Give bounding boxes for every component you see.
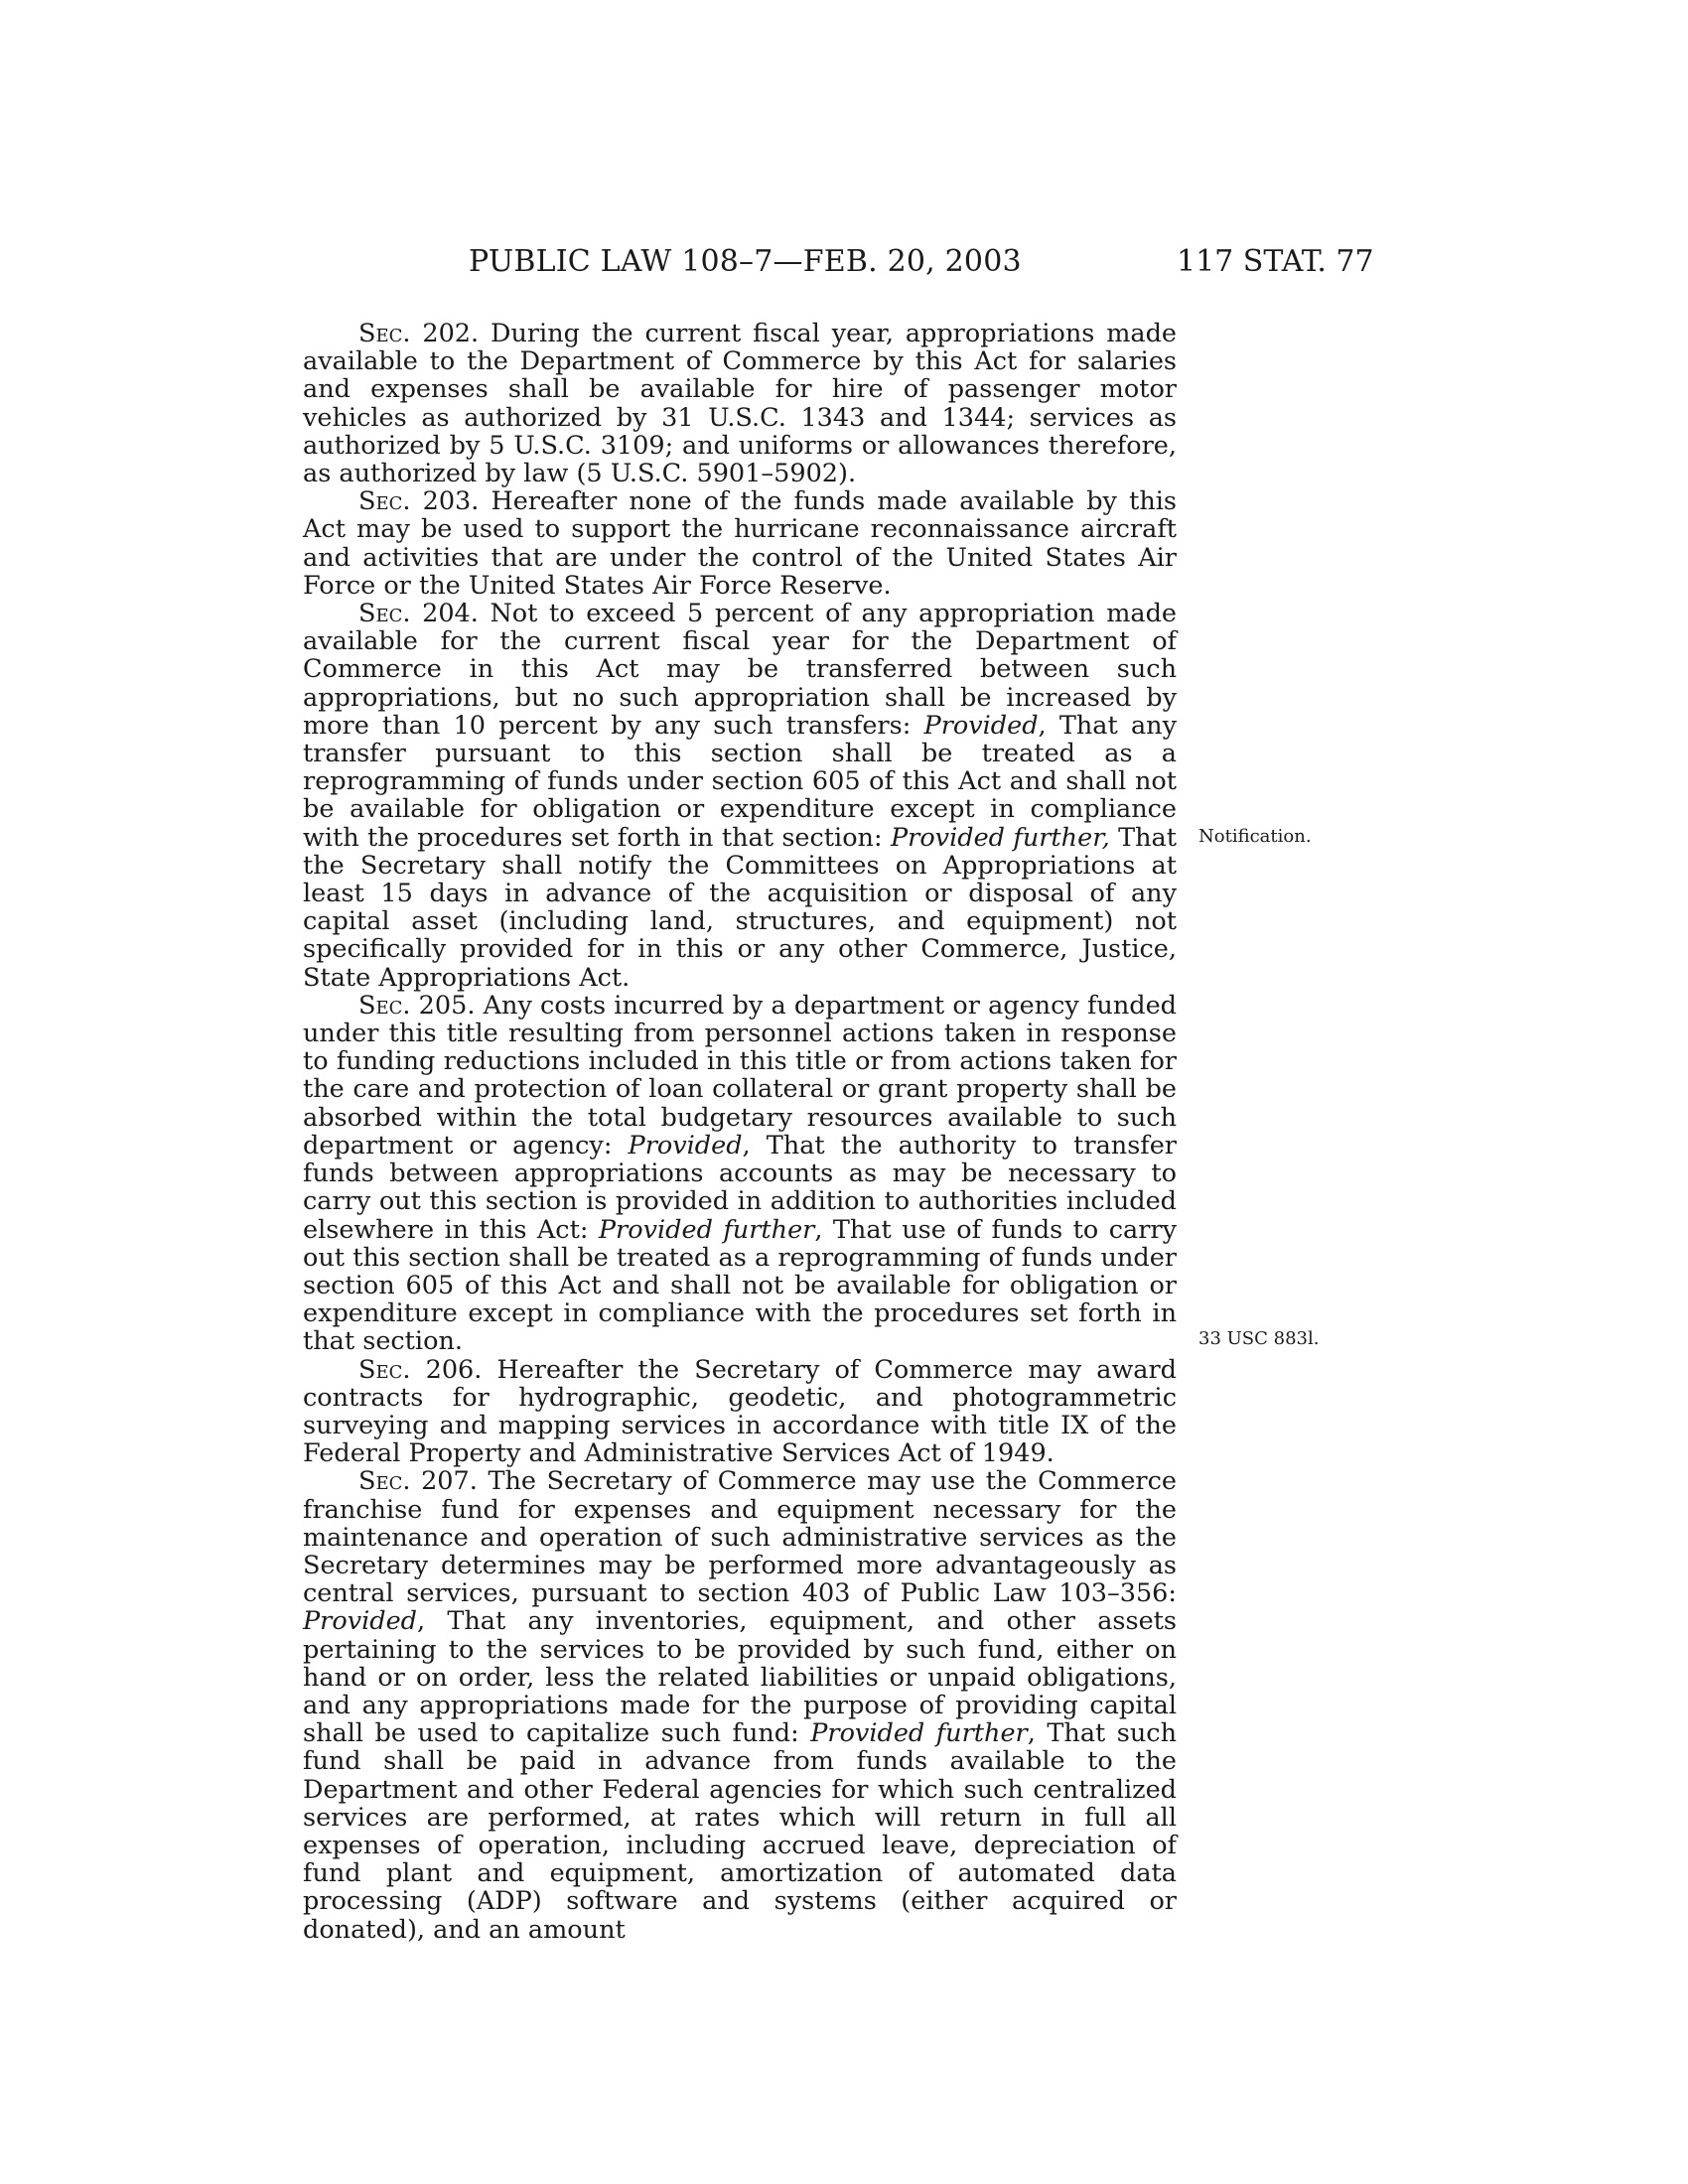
section-text: The Secretary of Commerce may use the Commerce franchise fund for expenses and equipment necessary for the maintenance and operation of such administrative services as the Secretary determines may be performed more advantageously as central services, pursuant to section 403 of Public Law 103–356: <box>303 1466 1177 1609</box>
section-label: Sec. 202. <box>358 319 480 348</box>
proviso-term: Provided <box>923 710 1039 741</box>
section-text: , That use of funds to carry out this section shall be treated as a reprogramming of funds under section 605 of this Act and shall not be available for obligation or expenditure except in compliance with the procedures set forth in that section. <box>303 1214 1177 1357</box>
section-label: Sec. 203. <box>358 486 480 517</box>
section-205 <box>303 992 1177 1356</box>
proviso-term: Provided <box>628 1130 743 1160</box>
proviso-term: Provided further, <box>890 822 1110 853</box>
margin-note-notification: Notification. <box>1198 826 1312 847</box>
section-label: Sec. 205. <box>358 990 476 1021</box>
section-text: Hereafter none of the funds made available by this Act may be used to support the hurricane reconnaissance aircraft and activities that are under the control of the United States Air Force or the United States Air Force Reserve. <box>303 486 1177 601</box>
proviso-term: Provided <box>303 1606 417 1637</box>
statute-body <box>303 320 1177 1944</box>
section-label: Sec. 204. <box>358 599 479 629</box>
section-202 <box>303 320 1177 487</box>
section-text: Any costs incurred by a department or agency funded under this title resulting from personnel actions taken in response to funding reductions included in this title or from actions taken for the care and protection of loan collateral or grant property shall be absorbed within the total budgetary resources available to such department or agency: <box>303 990 1177 1160</box>
running-head-title: PUBLIC LAW 108–7—FEB. 20, 2003 <box>469 244 1022 279</box>
section-206 <box>303 1356 1177 1468</box>
margin-note-usc-citation: 33 USC 883l. <box>1198 1328 1320 1349</box>
section-text: Hereafter the Secretary of Commerce may award contracts for hydrographic, geodetic, and photogrammetric surveying and mapping services in accordance with title IX of the Federal Property and Administrative Services Act of 1949. <box>303 1354 1177 1469</box>
section-text: , That any transfer pursuant to this section shall be treated as a reprogramming of funds under section 605 of this Act and shall not be available for obligation or expenditure except in compliance with the procedures set forth in that section: <box>303 710 1177 853</box>
proviso-term: Provided further <box>598 1214 815 1245</box>
section-text: Not to exceed 5 percent of any appropriation made available for the current fiscal year for the Department of Commerce in this Act may be transferred between such appropriations, but no such appropriation shall be increased by more than 10 percent by any such transfers: <box>303 599 1178 741</box>
section-text: During the current fiscal year, appropriations made available to the Department of Commerce by this Act for salaries and expenses shall be available for hire of passenger motor vehicles as authorized by 31 U.S.C. 1343 and 1344; services as authorized by 5 U.S.C. 3109; and uniforms or allowances therefore, as authorized by law (5 U.S.C. 5901–5902). <box>303 319 1178 489</box>
section-label: Sec. 206. <box>358 1354 483 1385</box>
proviso-term: Provided further <box>810 1718 1028 1749</box>
page-number: 117 STAT. 77 <box>1177 244 1374 279</box>
section-207 <box>303 1467 1177 1943</box>
section-text: , That any inventories, equipment, and other assets pertaining to the services to be provided by such fund, either on hand or on order, less the related liabilities or unpaid obligations, and any appropriations made for the purpose of providing capital shall be used to capitalize such fund: <box>303 1606 1177 1749</box>
section-label: Sec. 207. <box>358 1466 478 1497</box>
section-text: , That the authority to transfer funds between appropriations accounts as may be necessary to carry out this section is provided in addition to authorities included elsewhere in this Act: <box>303 1130 1177 1245</box>
section-203 <box>303 487 1177 600</box>
section-text: That the Secretary shall notify the Committees on Appropriations at least 15 days in advance of the acquisition or disposal of any capital asset (including land, structures, and equipment) not specifically provided for in this or any other Commerce, Justice, State Appropriations Act. <box>303 822 1177 993</box>
section-204 <box>303 600 1177 992</box>
section-text: , That such fund shall be paid in advance from funds available to the Department and other Federal agencies for which such centralized services are performed, at rates which will return in full all expenses of operation, including accrued leave, depreciation of fund plant and equipment, amortization of automated data processing (ADP) software and systems (either acquired or donated), and an amount <box>303 1718 1177 1945</box>
